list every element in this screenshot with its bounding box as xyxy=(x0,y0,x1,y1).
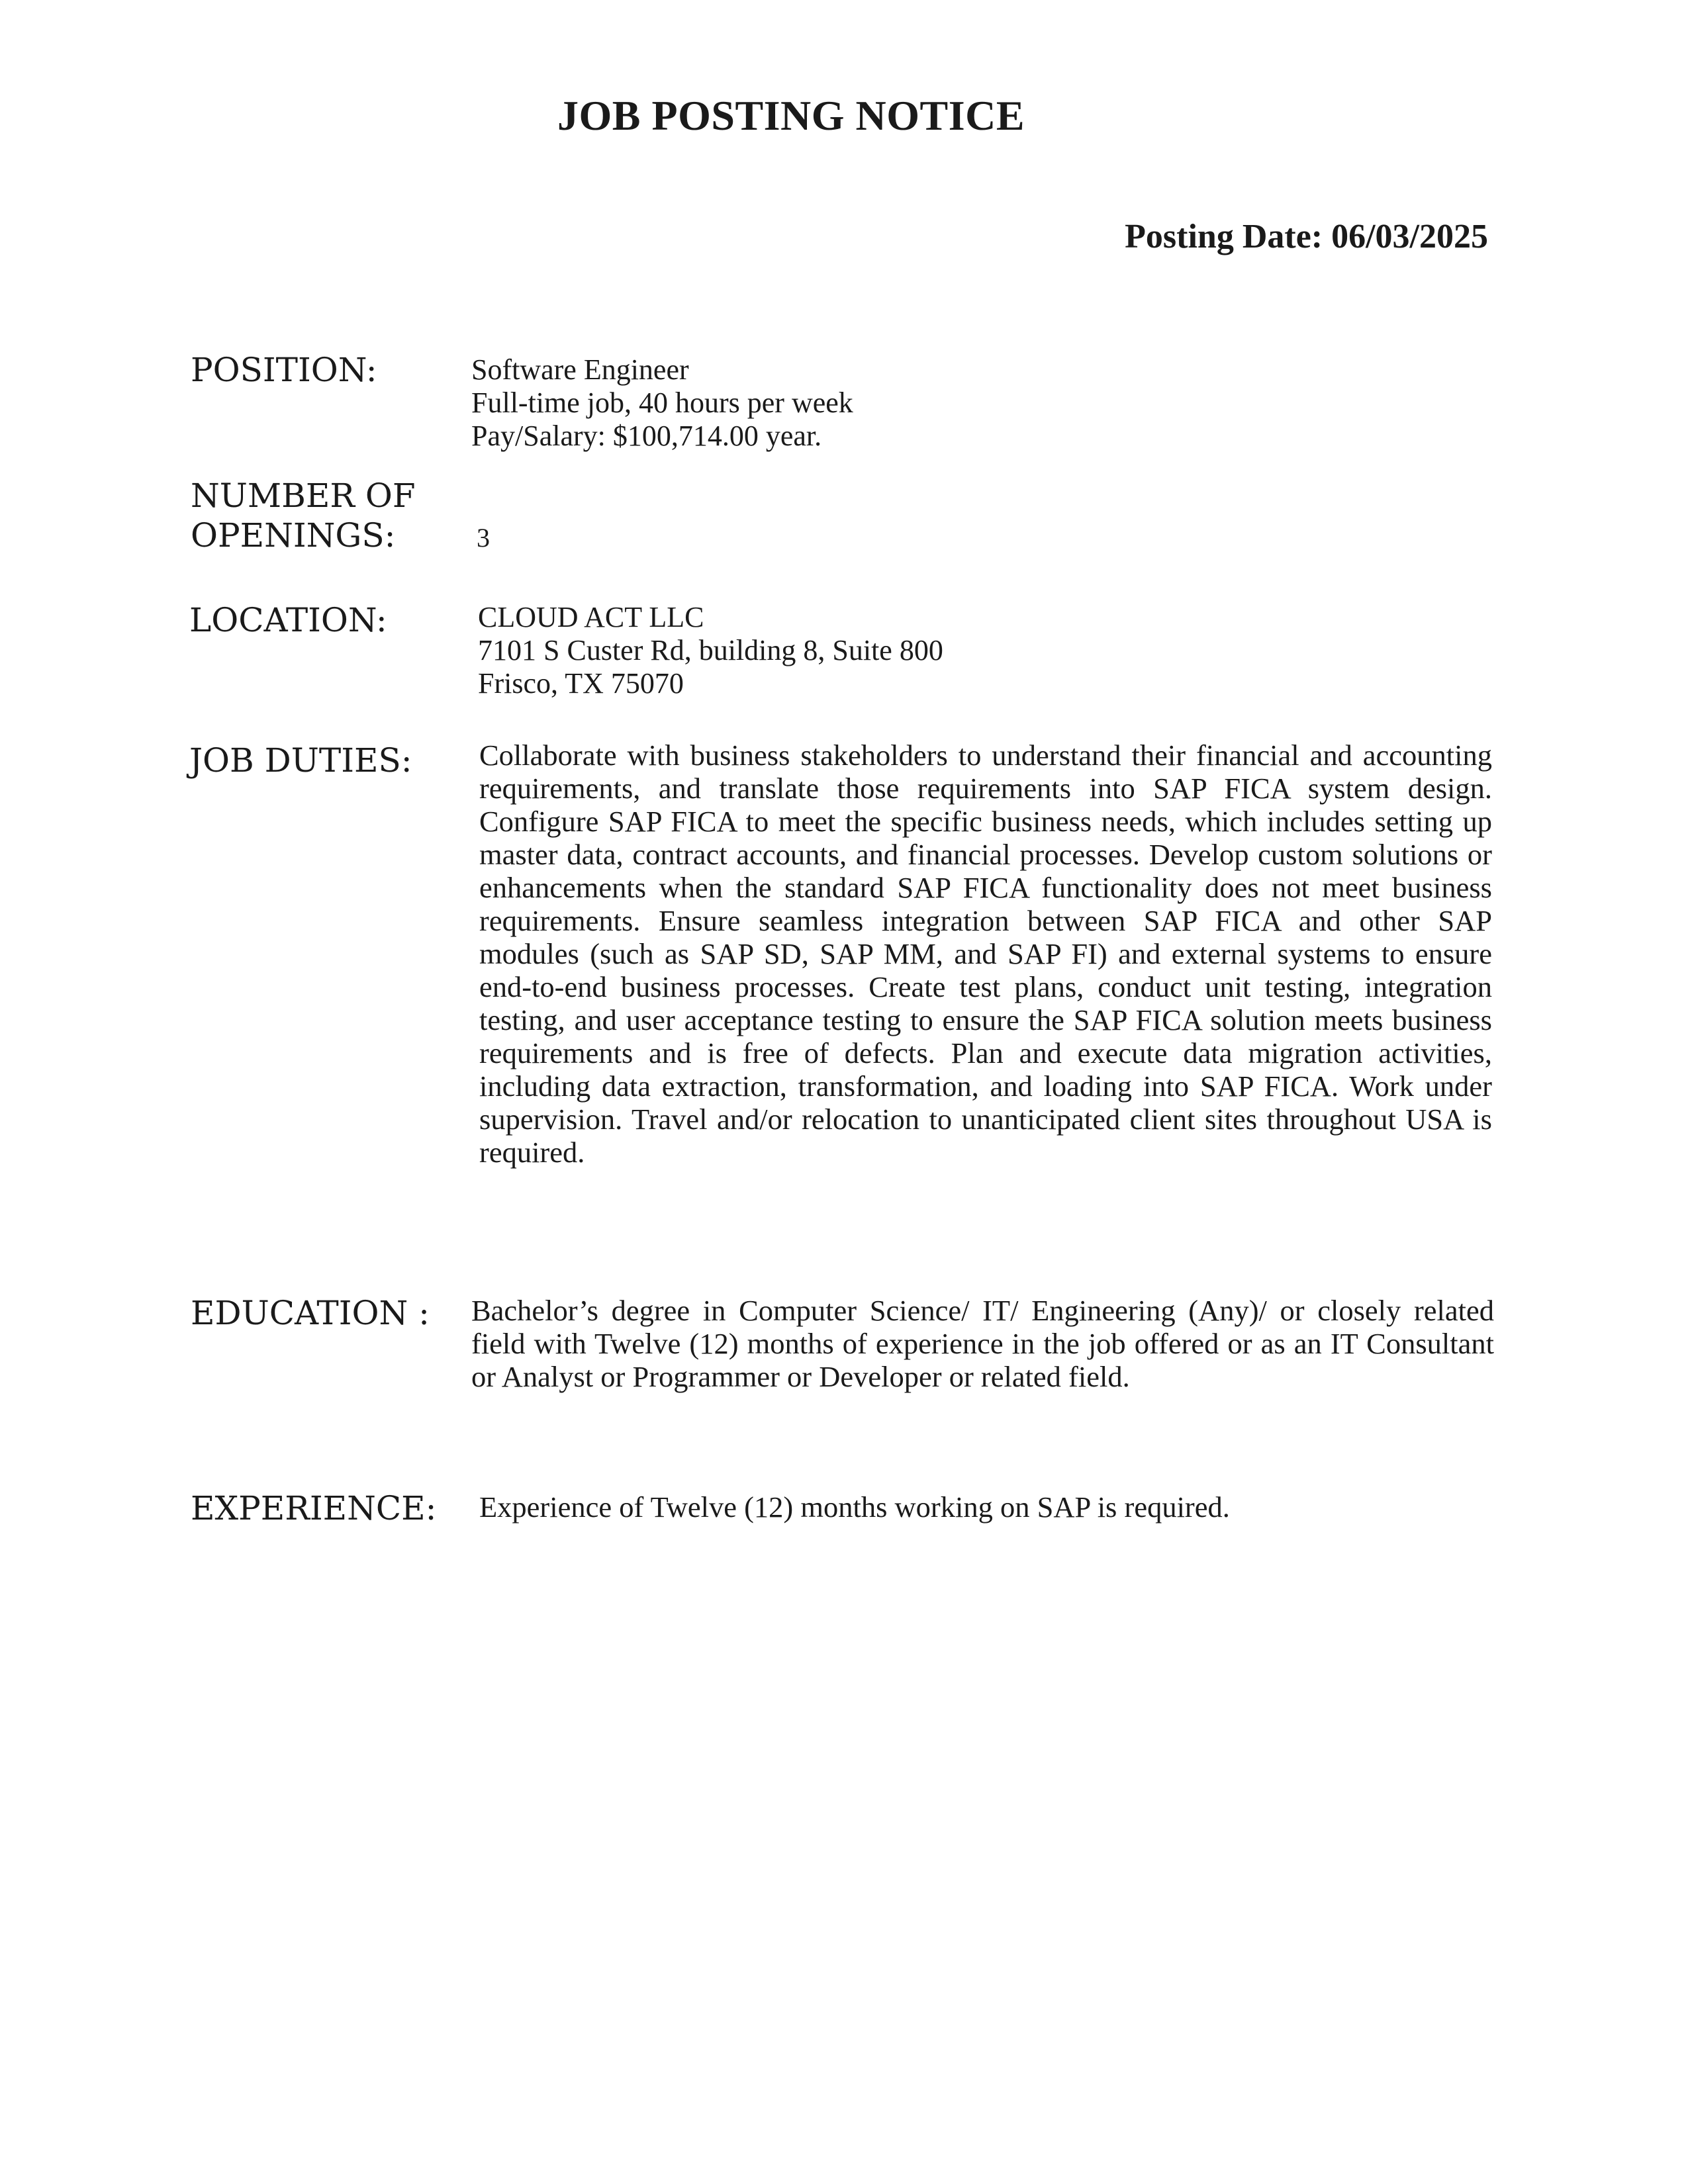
education-text: Bachelor’s degree in Computer Science/ IT/ Engineering (Any)/ or closely related field with Twelve (12) months of experience in the job offered or as an IT Consultant or Analyst or Programmer or Developer or related field. xyxy=(471,1294,1494,1393)
openings-value: 3 xyxy=(477,523,490,553)
position-title: Software Engineer xyxy=(471,353,689,386)
location-street: 7101 S Custer Rd, building 8, Suite 800 xyxy=(478,634,943,666)
job-duties-label: JOB DUTIES: xyxy=(189,741,412,780)
location-company: CLOUD ACT LLC xyxy=(478,601,704,633)
posting-date: Posting Date: 06/03/2025 xyxy=(1125,218,1488,255)
location-label: LOCATION: xyxy=(189,601,387,639)
position-hours: Full-time job, 40 hours per week xyxy=(471,387,853,419)
education-label: EDUCATION : xyxy=(191,1294,430,1332)
openings-label-line2: OPENINGS: xyxy=(191,516,396,555)
document-title: JOB POSTING NOTICE xyxy=(557,92,1025,139)
position-details xyxy=(471,353,853,453)
job-duties-text: Collaborate with business stakeholders to understand their financial and accounting requirements, and translate those requirements into SAP FICA system design. Configure SAP FICA to meet the specific business needs, which includes setting up master data, contract accounts, and financial processes. Develop custom solutions or enhancements when the standard SAP FICA functionality does not meet business requirements. Ensure seamless integration between SAP FICA and other SAP modules (such as SAP SD, SAP MM, and SAP FI) and external systems to ensure end-to-end business processes. Create test plans, conduct unit testing, integration testing, and user acceptance testing to ensure the SAP FICA solution meets business requirements and is free of defects. Plan and execute data migration activities, including data extraction, transformation, and loading into SAP FICA. Work under supervision. Travel and/or relocation to unanticipated client sites throughout USA is required. xyxy=(479,739,1492,1169)
experience-label: EXPERIENCE: xyxy=(191,1489,437,1527)
experience-text: Experience of Twelve (12) months working on SAP is required. xyxy=(479,1490,1230,1524)
location-details xyxy=(478,601,943,700)
openings-label-line1: NUMBER OF xyxy=(191,477,416,515)
location-city: Frisco, TX 75070 xyxy=(478,667,684,700)
position-label: POSITION: xyxy=(191,351,377,389)
position-salary: Pay/Salary: $100,714.00 year. xyxy=(471,420,822,452)
